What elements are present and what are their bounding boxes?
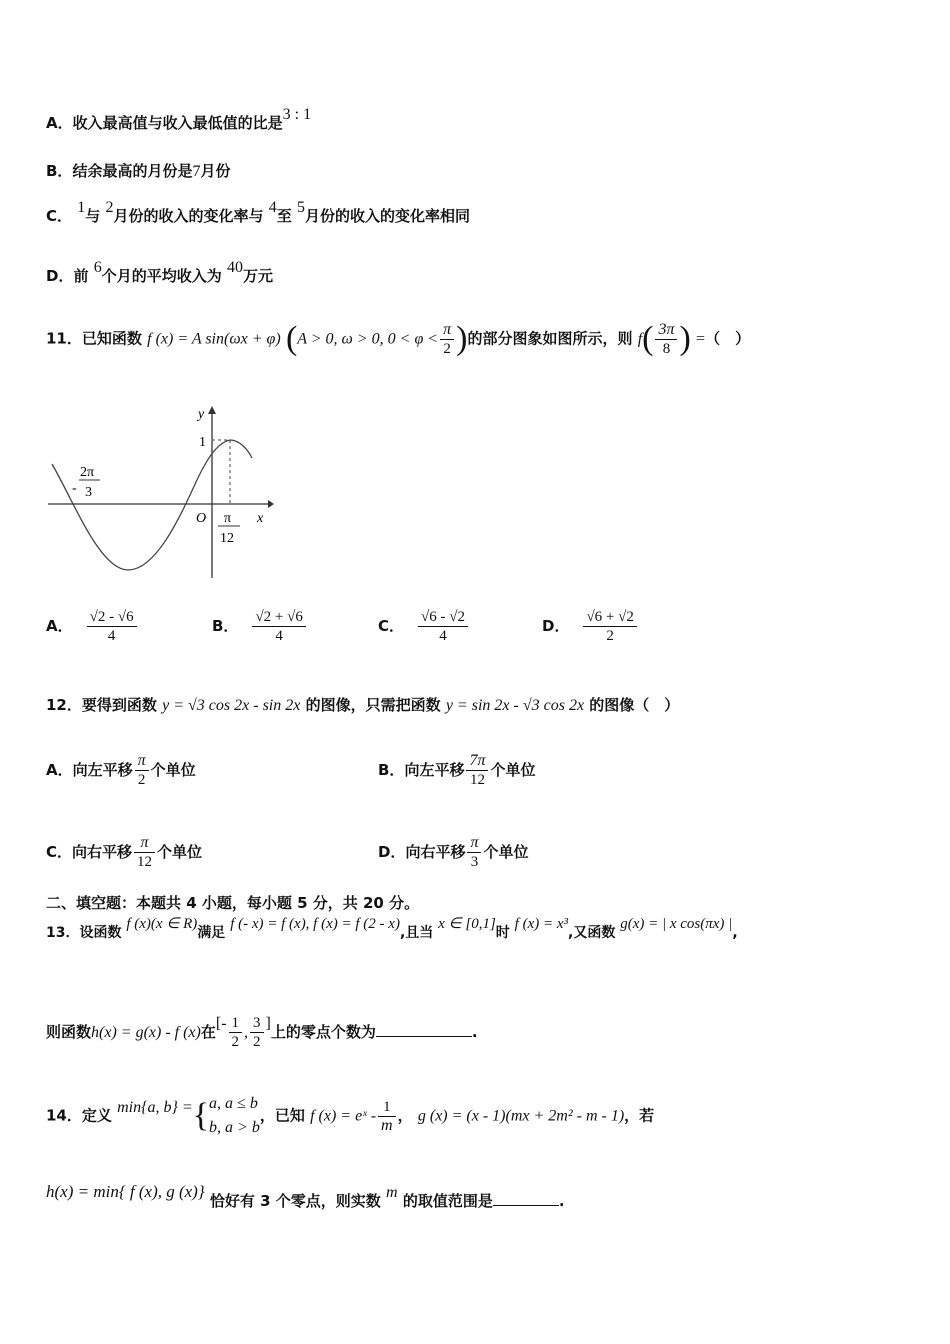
option-text: 个月的平均收入为 bbox=[101, 267, 222, 285]
option-text: 至 bbox=[276, 207, 292, 225]
option-text: 万元 bbox=[242, 267, 273, 285]
denominator: 4 bbox=[275, 628, 283, 644]
denominator: 2 bbox=[443, 340, 451, 357]
section-heading: 二、填空题：本题共 4 小题，每小题 5 分，共 20 分。 bbox=[46, 894, 420, 912]
option-math: 1 bbox=[77, 199, 86, 216]
stem-text: 的部分图象如图所示，则 bbox=[467, 329, 633, 348]
math: f (x) = eˣ - bbox=[310, 1107, 377, 1125]
pos-tick-num: π bbox=[224, 511, 232, 526]
option-text: 月份的收入的变化率相同 bbox=[305, 207, 471, 225]
fraction bbox=[440, 321, 454, 358]
option-text: 向左平移 bbox=[404, 761, 465, 779]
q12-option-a bbox=[46, 752, 196, 789]
option-label: A． bbox=[46, 761, 73, 779]
stem-text: 定义 bbox=[81, 1106, 112, 1125]
answer-paren: （ ） bbox=[705, 329, 751, 348]
option-label: A． bbox=[46, 617, 73, 635]
numerator: √6 - √2 bbox=[418, 608, 468, 627]
option-text: 月份 bbox=[200, 162, 231, 180]
condition: A > 0, ω > 0, 0 < φ < bbox=[297, 330, 439, 348]
option-text: 结余最高的月份是 bbox=[72, 162, 193, 180]
y-label: y bbox=[198, 407, 205, 422]
denominator: 2 bbox=[231, 1034, 240, 1050]
neg-tick-num: 2π bbox=[80, 465, 95, 480]
math: h(x) = g(x) - f (x) bbox=[91, 1024, 201, 1041]
question-number: 11． bbox=[46, 329, 82, 348]
function-expression: y = sin 2x - √3 cos 2x bbox=[445, 697, 585, 714]
option-label: C． bbox=[46, 843, 73, 861]
numerator: π bbox=[467, 834, 481, 853]
q10-option-b bbox=[46, 160, 230, 181]
stem-text: 设函数 bbox=[79, 925, 122, 941]
stem-text: ,且当 bbox=[399, 925, 434, 941]
fraction bbox=[655, 321, 677, 358]
stem-text: . bbox=[471, 1023, 478, 1041]
option-label: D． bbox=[378, 843, 406, 861]
neg-tick-sign: - bbox=[72, 481, 77, 496]
function-expression: y = √3 cos 2x - sin 2x bbox=[162, 697, 301, 714]
stem-text: 上的零点个数为 bbox=[270, 1023, 376, 1041]
numerator: 3 bbox=[250, 1014, 264, 1033]
stem-text: ，若 bbox=[624, 1106, 655, 1125]
piecewise-cases bbox=[209, 1092, 260, 1140]
numerator: π bbox=[135, 752, 149, 771]
neg-tick-den: 3 bbox=[85, 485, 92, 500]
option-math: 4 bbox=[268, 199, 277, 216]
stem-text: 的取值范围是 bbox=[402, 1192, 493, 1210]
pos-tick-den: 12 bbox=[220, 531, 234, 546]
option-math: 2 bbox=[105, 199, 114, 216]
denominator: 12 bbox=[137, 854, 153, 870]
numerator: 1 bbox=[229, 1014, 243, 1033]
denominator: 4 bbox=[107, 628, 116, 644]
case: a, a ≤ b bbox=[209, 1095, 258, 1112]
q11-option-c bbox=[378, 608, 470, 645]
stem-text: ,又函数 bbox=[568, 925, 616, 941]
stem-text: 的图像（ ） bbox=[589, 696, 680, 714]
option-text: 向右平移 bbox=[405, 843, 466, 861]
question-number: 13． bbox=[46, 925, 80, 941]
fraction bbox=[466, 752, 488, 789]
fraction bbox=[87, 608, 137, 645]
function-expression: f (x) = A sin(ωx + φ) bbox=[147, 330, 281, 348]
fraction bbox=[135, 752, 149, 789]
option-text: 向左平移 bbox=[72, 761, 133, 779]
q10-option-a bbox=[46, 106, 312, 133]
numerator: √2 + √6 bbox=[252, 608, 305, 627]
option-text: 个单位 bbox=[157, 843, 203, 861]
bracket: ] bbox=[265, 1015, 271, 1032]
option-label: B． bbox=[378, 761, 405, 779]
option-label: B． bbox=[46, 162, 73, 180]
math: g (x) = (x - 1)(mx + 2m² - m - 1) bbox=[417, 1107, 625, 1125]
option-label: A． bbox=[46, 114, 73, 132]
numerator: 3π bbox=[655, 321, 677, 340]
q11-option-a bbox=[46, 608, 139, 645]
option-math: 5 bbox=[297, 199, 305, 216]
fraction bbox=[229, 1014, 243, 1051]
equals: = bbox=[696, 330, 706, 348]
origin-label: O bbox=[196, 511, 207, 526]
answer-blank[interactable] bbox=[376, 1022, 472, 1037]
fraction bbox=[252, 608, 305, 645]
option-math: 40 bbox=[226, 259, 243, 276]
stem-text: 已知函数 bbox=[81, 329, 142, 348]
denominator: 12 bbox=[469, 772, 485, 788]
q11-stem bbox=[46, 320, 750, 358]
q13-line2 bbox=[46, 1014, 478, 1051]
option-label: D． bbox=[542, 617, 570, 635]
option-math: 7 bbox=[192, 163, 201, 180]
option-text: 与 bbox=[85, 207, 101, 225]
numerator: 1 bbox=[378, 1098, 396, 1117]
denominator: 2 bbox=[137, 772, 146, 788]
numerator: π bbox=[134, 834, 155, 853]
stem-text: 在 bbox=[200, 1023, 216, 1041]
function-name: f bbox=[637, 330, 643, 348]
max-value-label: 1 bbox=[199, 435, 206, 450]
denominator: 4 bbox=[439, 628, 447, 644]
option-text: 月份的收入的变化率与 bbox=[113, 207, 264, 225]
right-paren: ) bbox=[679, 320, 691, 357]
option-label: C． bbox=[378, 617, 405, 635]
q11-option-d bbox=[542, 608, 639, 645]
numerator: √6 + √2 bbox=[583, 608, 636, 627]
option-text: 收入最高值与收入最低值的比是 bbox=[72, 114, 283, 132]
math: m bbox=[386, 1184, 398, 1201]
option-label: C． bbox=[46, 207, 73, 225]
option-text: 个单位 bbox=[483, 843, 529, 861]
stem-text: 的图像，只需把函数 bbox=[305, 696, 441, 714]
q14-line2 bbox=[46, 1182, 565, 1211]
denominator: 3 bbox=[470, 854, 479, 870]
sine-curve bbox=[52, 440, 252, 570]
stem-text: 则函数 bbox=[46, 1023, 92, 1041]
math: x ∈ [0,1] bbox=[438, 916, 496, 932]
fraction bbox=[583, 608, 636, 645]
math: g(x) = | x cos(πx) | bbox=[620, 916, 733, 932]
fraction bbox=[467, 834, 481, 871]
y-axis-arrow-icon bbox=[208, 406, 216, 414]
math: h(x) = min{ f (x), g (x)} bbox=[46, 1182, 205, 1201]
left-paren: ( bbox=[642, 320, 654, 357]
math: min{a, b} = bbox=[117, 1098, 193, 1116]
q12-option-c bbox=[46, 834, 202, 871]
option-label: D． bbox=[46, 267, 74, 285]
option-math: 3 : 1 bbox=[282, 106, 312, 123]
stem-text: ，已知 bbox=[259, 1106, 305, 1125]
x-axis-arrow-icon bbox=[268, 500, 274, 508]
q11-option-b bbox=[212, 608, 308, 645]
option-label: B． bbox=[212, 617, 239, 635]
stem-text: 时 bbox=[495, 925, 510, 941]
answer-blank[interactable] bbox=[493, 1191, 559, 1206]
q14-stem bbox=[46, 1092, 654, 1140]
numerator: π bbox=[440, 321, 454, 340]
stem-text: , bbox=[732, 925, 738, 941]
denominator: 2 bbox=[253, 1034, 261, 1050]
math: f (x)(x ∈ R) bbox=[126, 916, 198, 932]
left-brace: { bbox=[192, 1097, 210, 1134]
q12-option-d bbox=[378, 834, 529, 871]
q12-stem bbox=[46, 694, 679, 715]
fraction bbox=[134, 834, 155, 871]
denominator: 2 bbox=[606, 628, 614, 644]
option-text: 向右平移 bbox=[72, 843, 133, 861]
q13-stem bbox=[46, 916, 738, 942]
fraction bbox=[418, 608, 468, 645]
bracket: [- bbox=[215, 1015, 227, 1032]
denominator: 8 bbox=[662, 340, 671, 357]
case: b, a > b bbox=[209, 1119, 260, 1136]
question-number: 12． bbox=[46, 696, 82, 714]
sine-graph bbox=[44, 402, 274, 582]
numerator: √2 - √6 bbox=[87, 608, 137, 627]
stem-text: 恰好有 3 个零点，则实数 bbox=[209, 1192, 381, 1210]
option-math: 6 bbox=[93, 259, 102, 276]
right-paren: ) bbox=[456, 320, 468, 357]
comma: , bbox=[244, 1024, 249, 1041]
stem-text: . bbox=[558, 1192, 565, 1210]
stem-text: ， bbox=[397, 1106, 413, 1125]
fraction bbox=[378, 1098, 396, 1135]
stem-text: 要得到函数 bbox=[81, 696, 157, 714]
x-label: x bbox=[257, 511, 264, 526]
numerator: 7π bbox=[466, 752, 488, 771]
option-text: 个单位 bbox=[150, 761, 196, 779]
math: f (x) = x³ bbox=[514, 916, 569, 932]
question-number: 14． bbox=[46, 1106, 82, 1125]
q10-option-c bbox=[46, 199, 471, 226]
fraction bbox=[250, 1014, 264, 1051]
left-paren: ( bbox=[285, 320, 298, 357]
q12-option-b bbox=[378, 752, 535, 789]
denominator: m bbox=[381, 1116, 393, 1134]
math: f (- x) = f (x), f (x) = f (2 - x) bbox=[230, 916, 400, 932]
stem-text: 满足 bbox=[197, 925, 226, 941]
option-text: 前 bbox=[73, 267, 89, 285]
q10-option-d bbox=[46, 259, 273, 286]
option-text: 个单位 bbox=[490, 761, 536, 779]
